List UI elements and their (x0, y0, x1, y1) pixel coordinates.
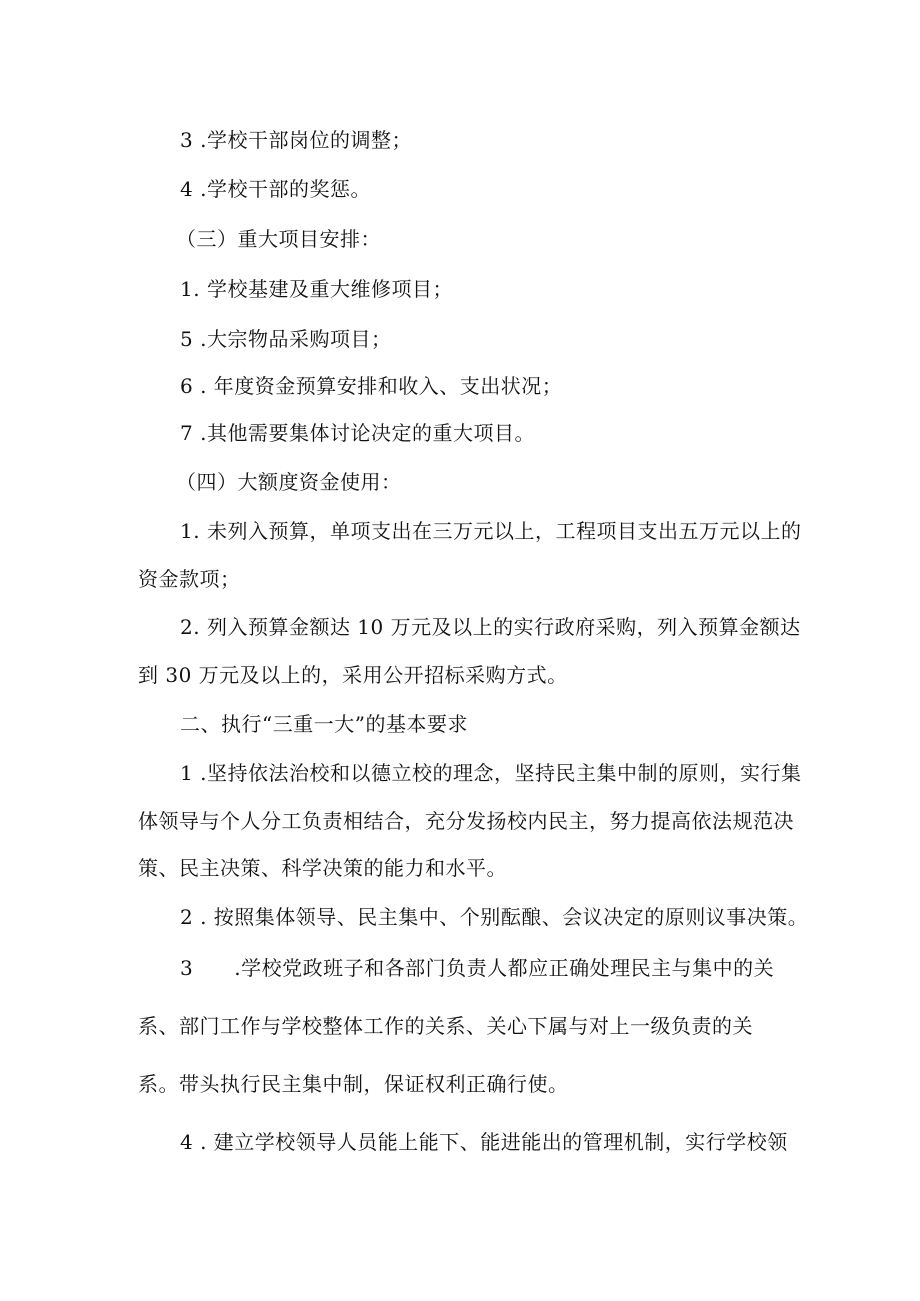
text-line-11: 2. 列入预算金额达 10 万元及以上的实行政府采购，列入预算金额达 (180, 615, 801, 639)
section-heading-3: （三）重大项目安排： (176, 227, 381, 251)
text-line-20: 系。带头执行民主集中制，保证权利正确行使。 (138, 1072, 569, 1096)
text-line-15: 体领导与个人分工负责相结合，充分发扬校内民主，努力提高依法规范决 (138, 809, 794, 833)
text-line-5: 5 .大宗物品采购项目； (180, 327, 392, 351)
text-line-6: 6 . 年度资金预算安排和收入、支出状况； (180, 374, 563, 398)
text-line-19: 系、部门工作与学校整体工作的关系、关心下属与对上一级负责的关 (138, 1014, 753, 1038)
section-heading-2: 二、执行“三重一大”的基本要求 (180, 712, 468, 736)
text-line-9: 1. 未列入预算，单项支出在三万元以上，工程项目支出五万元以上的 (180, 519, 802, 543)
text-line-7: 7 .其他需要集体讨论决定的重大项目。 (180, 421, 535, 445)
text-line-4: 1. 学校基建及重大维修项目； (180, 277, 453, 301)
text-line-10: 资金款项； (138, 567, 241, 591)
section-heading-4: （四）大额度资金使用： (176, 470, 402, 494)
text-line-16: 策、民主决策、科学决策的能力和水平。 (138, 856, 507, 880)
text-line-21: 4 . 建立学校领导人员能上能下、能进能出的管理机制，实行学校领 (180, 1130, 788, 1154)
text-line-12: 到 30 万元及以上的，采用公开招标采购方式。 (138, 663, 568, 687)
text-line-1: 3 .学校干部岗位的调整； (180, 128, 412, 152)
text-line-17: 2 . 按照集体领导、民主集中、个别酝酿、会议决定的原则议事决策。 (180, 905, 809, 929)
text-line-18: 3 .学校党政班子和各部门负责人都应正确处理民主与集中的关 (180, 956, 775, 980)
text-line-2: 4 .学校干部的奖惩。 (180, 177, 371, 201)
text-line-14: 1 .坚持依法治校和以德立校的理念，坚持民主集中制的原则，实行集 (180, 761, 802, 785)
